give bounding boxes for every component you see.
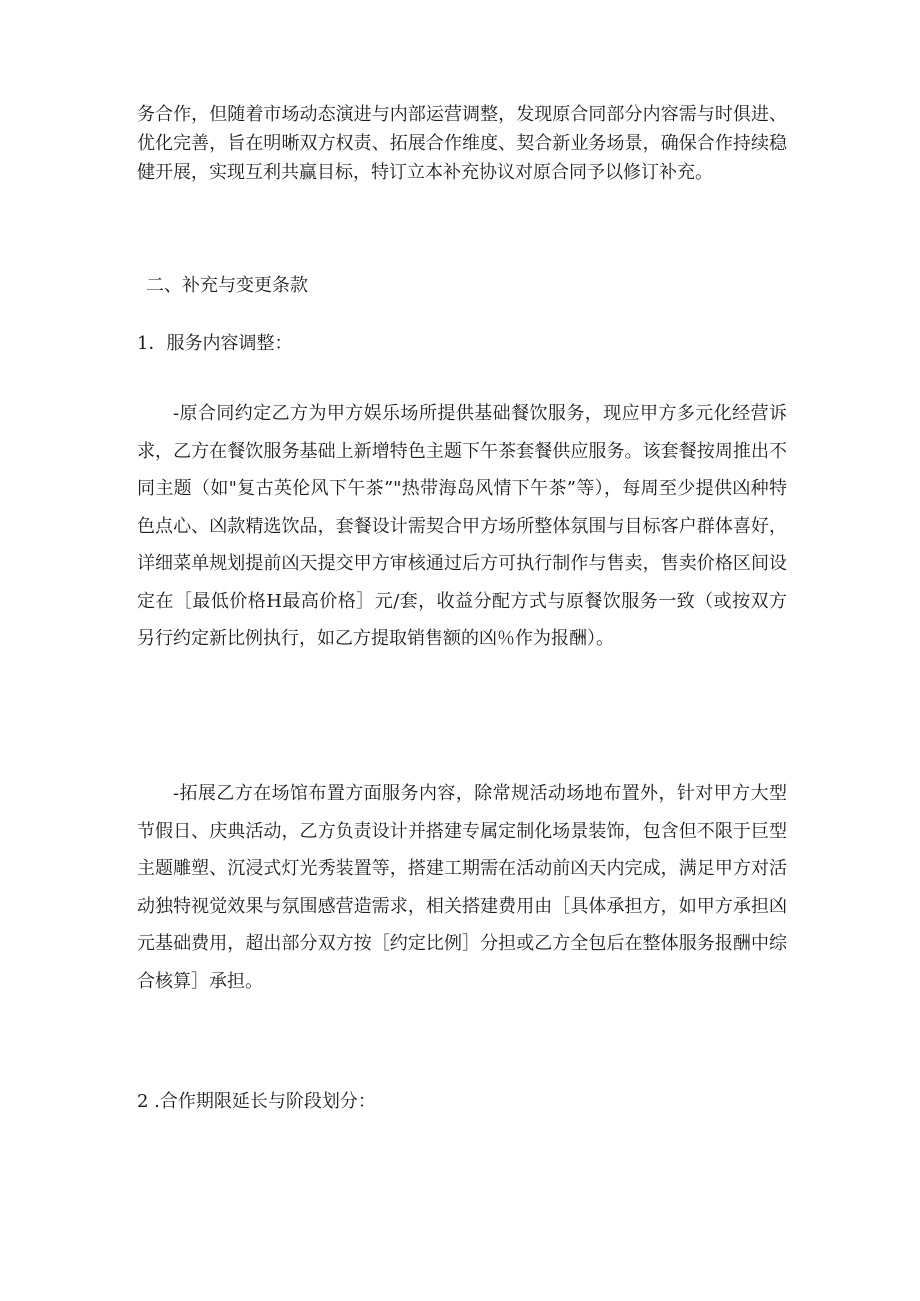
item-1-paragraph-1: -原合同约定乙方为甲方娱乐场所提供基础餐饮服务，现应甲方多元化经营诉求，乙方在餐饮服务基础上新增特色主题下午茶套餐供应服务。该套餐按周推出不同主题（如"复古英伦风下午茶”"热带海岛风情下午茶”等），每周至少提供凶种特色点心、凶款精选饮品，套餐设计需契合甲方场所整体氛围与目标客户群体喜好，详细菜单规划提前凶天提交甲方审核通过后方可执行制作与售卖，售卖价格区间设定在［最低价格H最高价格］元/套，收益分配方式与原餐饮服务一致（或按双方另行约定新比例执行，如乙方提取销售额的凶％作为报酬）。 [137, 403, 787, 649]
intro-paragraph: 务合作，但随着市场动态演进与内部运营调整，发现原合同部分内容需与时俱进、优化完善，旨在明晰双方权责、拓展合作维度、契合新业务场景，确保合作持续稳健开展，实现互利共赢目标，特订立本补充协议对原合同予以修订补充。 [137, 104, 787, 183]
section-heading: 二、补充与变更条款 [146, 275, 308, 296]
item-1-heading: 1．服务内容调整： [137, 333, 293, 354]
item-2-heading: 2 .合作期限延长与阶段划分： [137, 1091, 376, 1112]
item-1-paragraph-2: -拓展乙方在场馆布置方面服务内容，除常规活动场地布置外，针对甲方大型节假日、庆典活动，乙方负责设计并搭建专属定制化场景装饰，包含但不限于巨型主题雕塑、沉浸式灯光秀装置等，搭建工期需在活动前凶天内完成，满足甲方对活动独特视觉效果与氛围感营造需求，相关搭建费用由［具体承担方，如甲方承担凶元基础费用，超出部分双方按［约定比例］分担或乙方全包后在整体服务报酬中综合核算］承担。 [137, 783, 787, 992]
